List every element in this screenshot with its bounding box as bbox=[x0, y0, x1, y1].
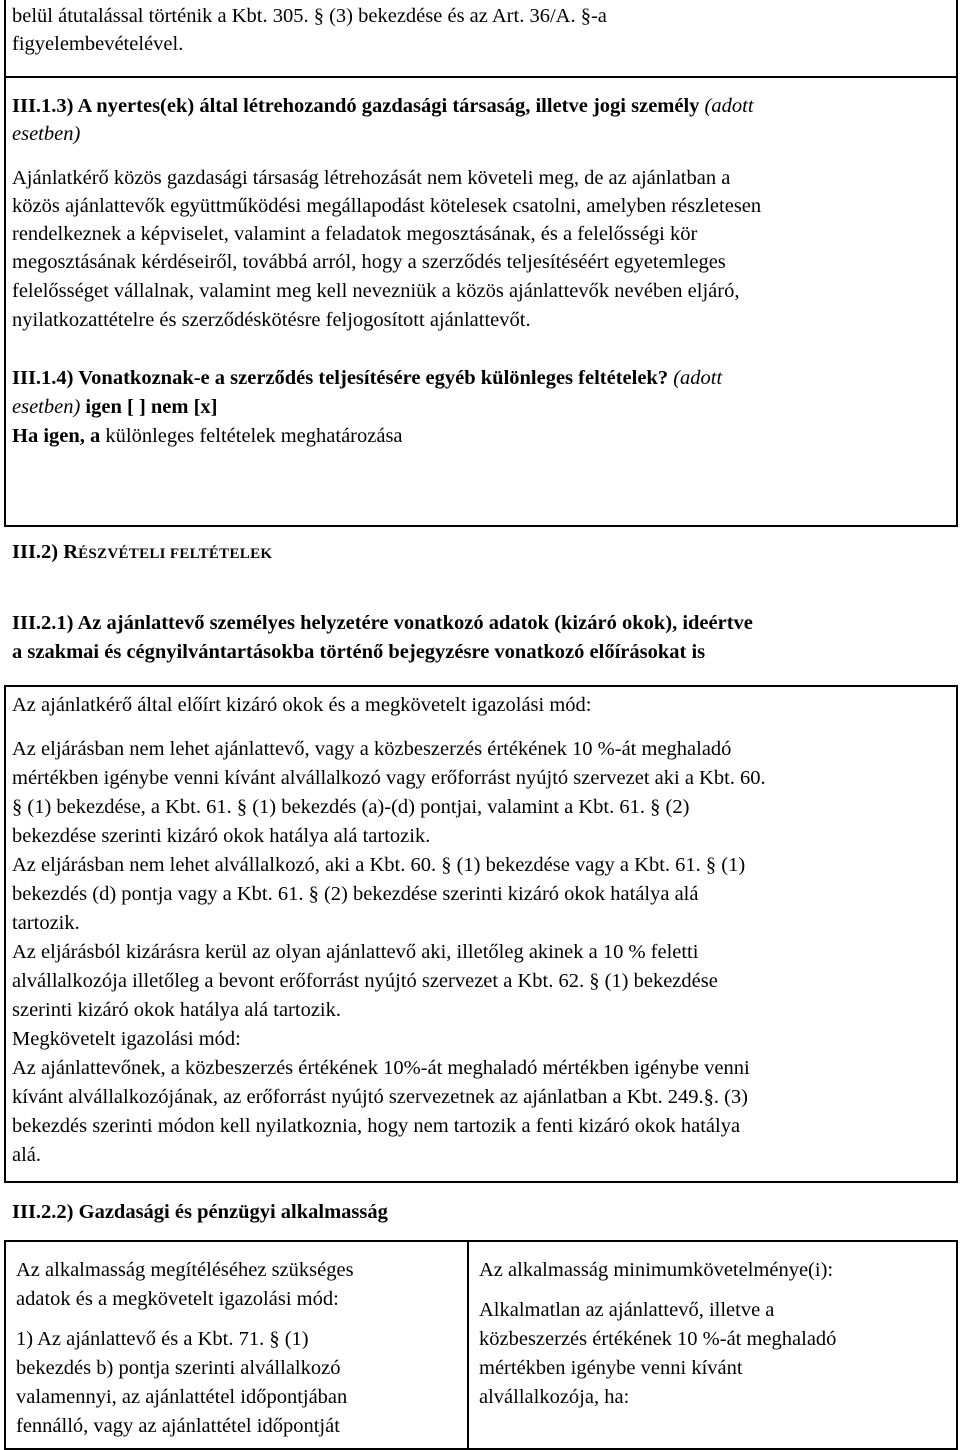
section-3-1-3-heading-italic: (adott bbox=[704, 95, 754, 117]
section-3-2-1-heading-line: a szakmai és cégnyilvántartásokba történő bejegyzésre vonatkozó előírásokat is bbox=[12, 641, 706, 663]
section-3-2-1-body-line: mértékben igénybe venni kívánt alvállalkozó vagy erőforrást nyújtó szervezet aki a Kbt. 60. bbox=[12, 767, 766, 789]
section-3-2-1-body-line: Az eljárásból kizárásra kerül az olyan ajánlattevő aki, illetőleg akinek a 10 % feletti bbox=[12, 941, 699, 963]
section-3-2-1-label: Az ajánlatkérő által előírt kizáró okok és a megkövetelt igazolási mód: bbox=[12, 694, 592, 716]
left-col-label-line: adatok és a megkövetelt igazolási mód: bbox=[16, 1288, 339, 1310]
right-col-body-line: közbeszerzés értékének 10 %-át meghaladó bbox=[479, 1328, 837, 1350]
section-3-2-1-body-line: szerinti kizáró okok hatálya alá tartozik. bbox=[12, 999, 342, 1021]
left-col-label-line: Az alkalmasság megítéléséhez szükséges bbox=[16, 1259, 354, 1281]
left-col-body-line: fennálló, vagy az ajánlattétel időpontját bbox=[16, 1415, 340, 1437]
section-3-2-1-body-line: alvállalkozója illetőleg a bevont erőforrást nyújtó szervezet a Kbt. 62. § (1) bekezdése bbox=[12, 970, 718, 992]
section-3-2-prefix: III.2) R bbox=[12, 541, 79, 563]
section-3-1-3-heading-italic-cont: esetben) bbox=[12, 123, 81, 145]
section-3-1-3-body-line: felelősséget vállalnak, valamint meg kell nevezniük a közös ajánlattevők nevében eljáró, bbox=[12, 280, 740, 302]
section-3-2-smallcaps: ÉSZVÉTELI FELTÉTELEK bbox=[78, 546, 273, 562]
section-3-1-3-heading bbox=[12, 92, 754, 121]
section-3-1-4-heading-italic-cont: esetben) bbox=[12, 396, 81, 418]
section-3-2-1-body-line: kívánt alvállalkozójának, az erőforrást nyújtó szervezetnek az ajánlatban a Kbt. 249.§. (3) bbox=[12, 1086, 748, 1108]
section-3-2-1-body-line: bekezdése szerinti kizáró okok hatálya alá tartozik. bbox=[12, 825, 431, 847]
right-col-body-line: alvállalkozója, ha: bbox=[479, 1386, 630, 1408]
section-3-2-1-body-line: bekezdés szerinti módon kell nyilatkoznia, hogy nem tartozik a fenti kizáró okok hatálya bbox=[12, 1115, 741, 1137]
section-3-1-3-body-line: Ajánlatkérő közös gazdasági társaság létrehozását nem követeli meg, de az ajánlatban a bbox=[12, 167, 731, 189]
section-3-1-3-body-line: nyilatkozattételre és szerződéskötésre feljogosított ajánlattevőt. bbox=[12, 309, 531, 331]
section-3-2-1-body-line: Az eljárásban nem lehet alvállalkozó, aki a Kbt. 60. § (1) bekezdése vagy a Kbt. 61. § (1) bbox=[12, 854, 746, 876]
right-col-body-line: Alkalmatlan az ajánlattevő, illetve a bbox=[479, 1299, 775, 1321]
section-3-1-4-line3 bbox=[12, 422, 403, 451]
yes-no-choice: igen [ ] nem [x] bbox=[85, 396, 218, 418]
section-3-2-heading bbox=[12, 538, 272, 569]
left-col-body-line: bekezdés b) pontja szerinti alvállalkozó bbox=[16, 1357, 341, 1379]
if-yes-bold: Ha igen, a bbox=[12, 425, 101, 447]
section-3-2-1-body-line: alá. bbox=[12, 1144, 42, 1166]
section-3-1-3-body-line: rendelkeznek a képviselet, valamint a feladatok megosztásának, és a felelősségi kör bbox=[12, 223, 698, 245]
section-3-2-1-body-line: § (1) bekezdése, a Kbt. 61. § (1) bekezdés (a)-(d) pontjai, valamint a Kbt. 61. § (2) bbox=[12, 796, 690, 818]
section-3-1-3-heading-bold: III.1.3) A nyertes(ek) által létrehozandó gazdasági társaság, illetve jogi személy bbox=[12, 95, 700, 117]
section-3-1-4-heading-bold: III.1.4) Vonatkoznak-e a szerződés teljesítésére egyéb különleges feltételek? bbox=[12, 367, 669, 389]
block1-line: belül átutalással történik a Kbt. 305. § (3) bekezdése és az Art. 36/A. §-a bbox=[12, 5, 607, 27]
section-3-2-1-body-line: Az eljárásban nem lehet ajánlattevő, vagy a közbeszerzés értékének 10 %-át meghaladó bbox=[12, 738, 732, 760]
left-col-body-line: 1) Az ajánlattevő és a Kbt. 71. § (1) bbox=[16, 1328, 309, 1350]
if-yes-rest: különleges feltételek meghatározása bbox=[105, 425, 403, 447]
section-3-1-4-heading-italic: (adott bbox=[673, 367, 723, 389]
section-3-2-1-body-line: Az ajánlattevőnek, a közbeszerzés értékének 10%-át meghaladó mértékben igénybe venni bbox=[12, 1057, 750, 1079]
left-col-body-line: valamennyi, az ajánlattétel időpontjában bbox=[16, 1386, 348, 1408]
section-3-1-3-body-line: megosztásának kérdéseiről, továbbá arról, hogy a szerződés teljesítéséért egyetemleges bbox=[12, 251, 726, 273]
section-3-2-1-body-line: Megkövetelt igazolási mód: bbox=[12, 1028, 241, 1050]
section-3-2-1-body-line: bekezdés (d) pontja vagy a Kbt. 61. § (2) bekezdése szerinti kizáró okok hatálya alá bbox=[12, 883, 699, 905]
section-3-2-2-heading: III.2.2) Gazdasági és pénzügyi alkalmasság bbox=[12, 1201, 388, 1223]
right-col-body-line: mértékben igénybe venni kívánt bbox=[479, 1357, 743, 1379]
section-3-1-3-body-line: közös ajánlattevők együttműködési megállapodást kötelesek csatolni, amelyben részletesen bbox=[12, 195, 762, 217]
section-3-2-1-body-line: tartozik. bbox=[12, 912, 80, 934]
section-3-1-4-line2 bbox=[12, 393, 218, 422]
section-3-2-1-heading-line: III.2.1) Az ajánlattevő személyes helyzetére vonatkozó adatok (kizáró okok), ideértve bbox=[12, 612, 753, 634]
section-3-1-4-heading bbox=[12, 364, 722, 393]
right-col-label: Az alkalmasság minimumkövetelménye(i): bbox=[479, 1259, 834, 1281]
block1-line: figyelembevételével. bbox=[12, 33, 184, 55]
